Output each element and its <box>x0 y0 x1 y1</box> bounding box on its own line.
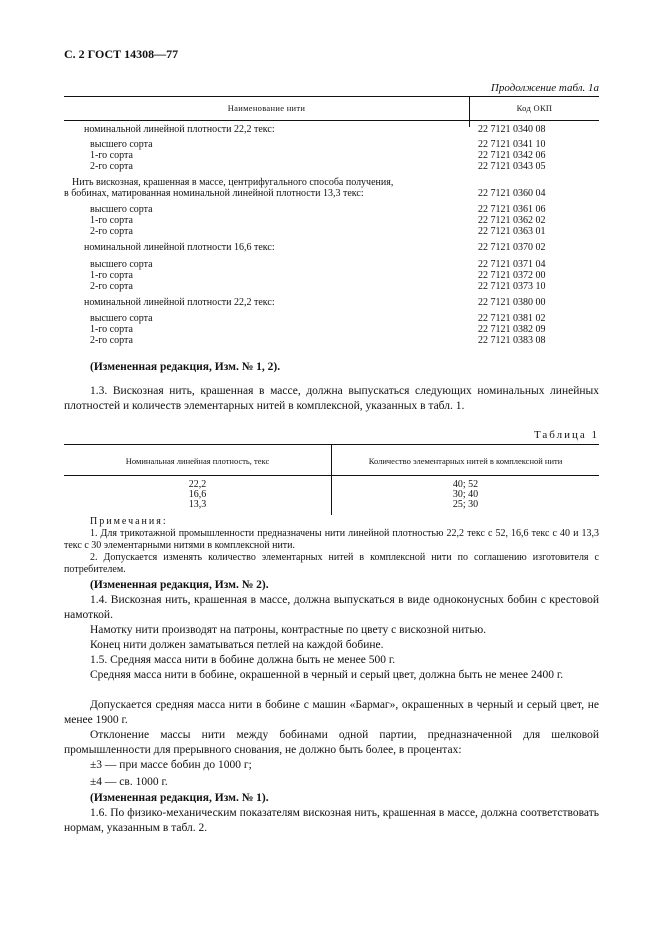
table-1a <box>64 96 599 349</box>
paragraph-1-4-c: Конец нити должен заматываться петлей на каждой бобине. <box>90 639 384 651</box>
table-row-code: 22 7121 0372 00 <box>478 270 546 281</box>
paragraph-1-3: 1.3. Вискозная нить, крашенная в массе, должна выпускаться следующих номинальных линейных плотностей и количеств элементарных нитей в комплексной, указанных в табл. 1. <box>64 385 599 412</box>
amendment-note: (Измененная редакция, Изм. № 1). <box>90 792 269 804</box>
note-1: 1. Для трикотажной промышленности предназначены нити линейной плотностью 22,2 текс с 52, 16,6 текс с 40 и 13,3 текс с 30 элементарными нитями в комплексной нити. <box>64 528 599 551</box>
paragraph-1-5-e: ±3 — при массе бобин до 1000 г; <box>90 759 252 771</box>
table-row-name: номинальной линейной плотности 22,2 текс: <box>84 297 275 308</box>
table-row-name: 1-го сорта <box>90 150 133 161</box>
table-row-code: 22 7121 0371 04 <box>478 259 546 270</box>
table-row-code: 22 7121 0361 06 <box>478 204 546 215</box>
table-row-name: 2-го сорта <box>90 226 133 237</box>
amendment-note: (Измененная редакция, Изм. № 1, 2). <box>90 361 281 373</box>
table-row-name: 1-го сорта <box>90 324 133 335</box>
paragraph-1-4: 1.4. Вискозная нить, крашенная в массе, должна выпускаться в виде одноконусных бобин с крестовой намоткой. <box>64 594 599 621</box>
table-row-name: 1-го сорта <box>90 215 133 226</box>
table-row-name: Нить вискозная, крашенная в массе, центрифугального способа получения, <box>72 177 394 188</box>
table-row-name: 2-го сорта <box>90 161 133 172</box>
table-row-name: номинальной линейной плотности 22,2 текс: <box>84 124 275 135</box>
amendment-note: (Измененная редакция, Изм. № 2). <box>90 579 269 591</box>
table-row-code: 22 7121 0382 09 <box>478 324 546 335</box>
table-row-code: 22 7121 0341 10 <box>478 139 546 150</box>
table-row-code: 22 7121 0370 02 <box>478 242 546 253</box>
paragraph-1-5-b: Средняя масса нити в бобине, окрашенной в черный и серый цвет, должна быть не менее 2400 г. <box>90 669 564 681</box>
table-row-code: 22 7121 0360 04 <box>478 188 546 199</box>
table-row-code: 22 7121 0342 06 <box>478 150 546 161</box>
column-header-name: Наименование нити <box>227 103 306 113</box>
table-row-code: 22 7121 0343 05 <box>478 161 546 172</box>
table-row-name: 2-го сорта <box>90 281 133 292</box>
table-row-code: 22 7121 0380 00 <box>478 297 546 308</box>
paragraph-1-5-c: Допускается средняя масса нити в бобине с машин «Бармаг», окрашенных в черный и серый цвет, не менее 1900 г. <box>64 699 599 726</box>
table-row-name: высшего сорта <box>90 313 153 324</box>
table-row-name: 1-го сорта <box>90 270 133 281</box>
column-header-code: Код ОКП <box>516 103 553 113</box>
table-row-name: высшего сорта <box>90 139 153 150</box>
table-cell: 40; 52 <box>452 479 479 490</box>
paragraph-1-4-b: Намотку нити производят на патроны, контрастные по цвету с вискозной нитью. <box>90 624 487 636</box>
table-row-name: высшего сорта <box>90 259 153 270</box>
table-cell: 30; 40 <box>452 489 479 500</box>
paragraph-1-6: 1.6. По физико-механическим показателям вискозная нить, крашенная в массе, должна соответствовать нормам, указанным в табл. 2. <box>64 807 599 834</box>
paragraph-1-5: 1.5. Средняя масса нити в бобине должна быть не менее 500 г. <box>90 654 396 666</box>
paragraph-1-5-f: ±4 — св. 1000 г. <box>90 776 168 788</box>
table-cell: 13,3 <box>188 499 207 510</box>
note-2: 2. Допускается изменять количество элементарных нитей в комплексной нити по соглашению изготовителя с потребителем. <box>64 552 599 575</box>
column-header-density: Номинальная линейная плотность, текс <box>125 456 270 466</box>
table-row-name: 2-го сорта <box>90 335 133 346</box>
table-row-name: в бобинах, матированная номинальной линейной плотности 13,3 текс: <box>64 188 364 199</box>
table-row-name: номинальной линейной плотности 16,6 текс: <box>84 242 275 253</box>
table-cell: 25; 30 <box>452 499 479 510</box>
page-header: С. 2 ГОСТ 14308—77 <box>64 47 179 61</box>
table-row-code: 22 7121 0340 08 <box>478 124 546 135</box>
table-1-label: Таблица 1 <box>533 429 599 441</box>
notes-title: Примечания: <box>90 516 168 527</box>
table-cell: 22,2 <box>188 479 207 490</box>
table-1 <box>64 444 599 519</box>
table-row-name: высшего сорта <box>90 204 153 215</box>
table-continuation-label: Продолжение табл. 1а <box>490 82 599 94</box>
paragraph-1-5-d: Отклонение массы нити между бобинами одной партии, предназначенной для шелковой промышленности для прерывного снования, не должно быть более, в процентах: <box>64 729 599 756</box>
table-row-code: 22 7121 0381 02 <box>478 313 546 324</box>
table-row-code: 22 7121 0362 02 <box>478 215 546 226</box>
table-row-code: 22 7121 0363 01 <box>478 226 546 237</box>
table-row-code: 22 7121 0373 10 <box>478 281 546 292</box>
table-cell: 16,6 <box>188 489 207 500</box>
column-header-count: Количество элементарных нитей в комплексной нити <box>368 456 563 466</box>
table-row-code: 22 7121 0383 08 <box>478 335 546 346</box>
